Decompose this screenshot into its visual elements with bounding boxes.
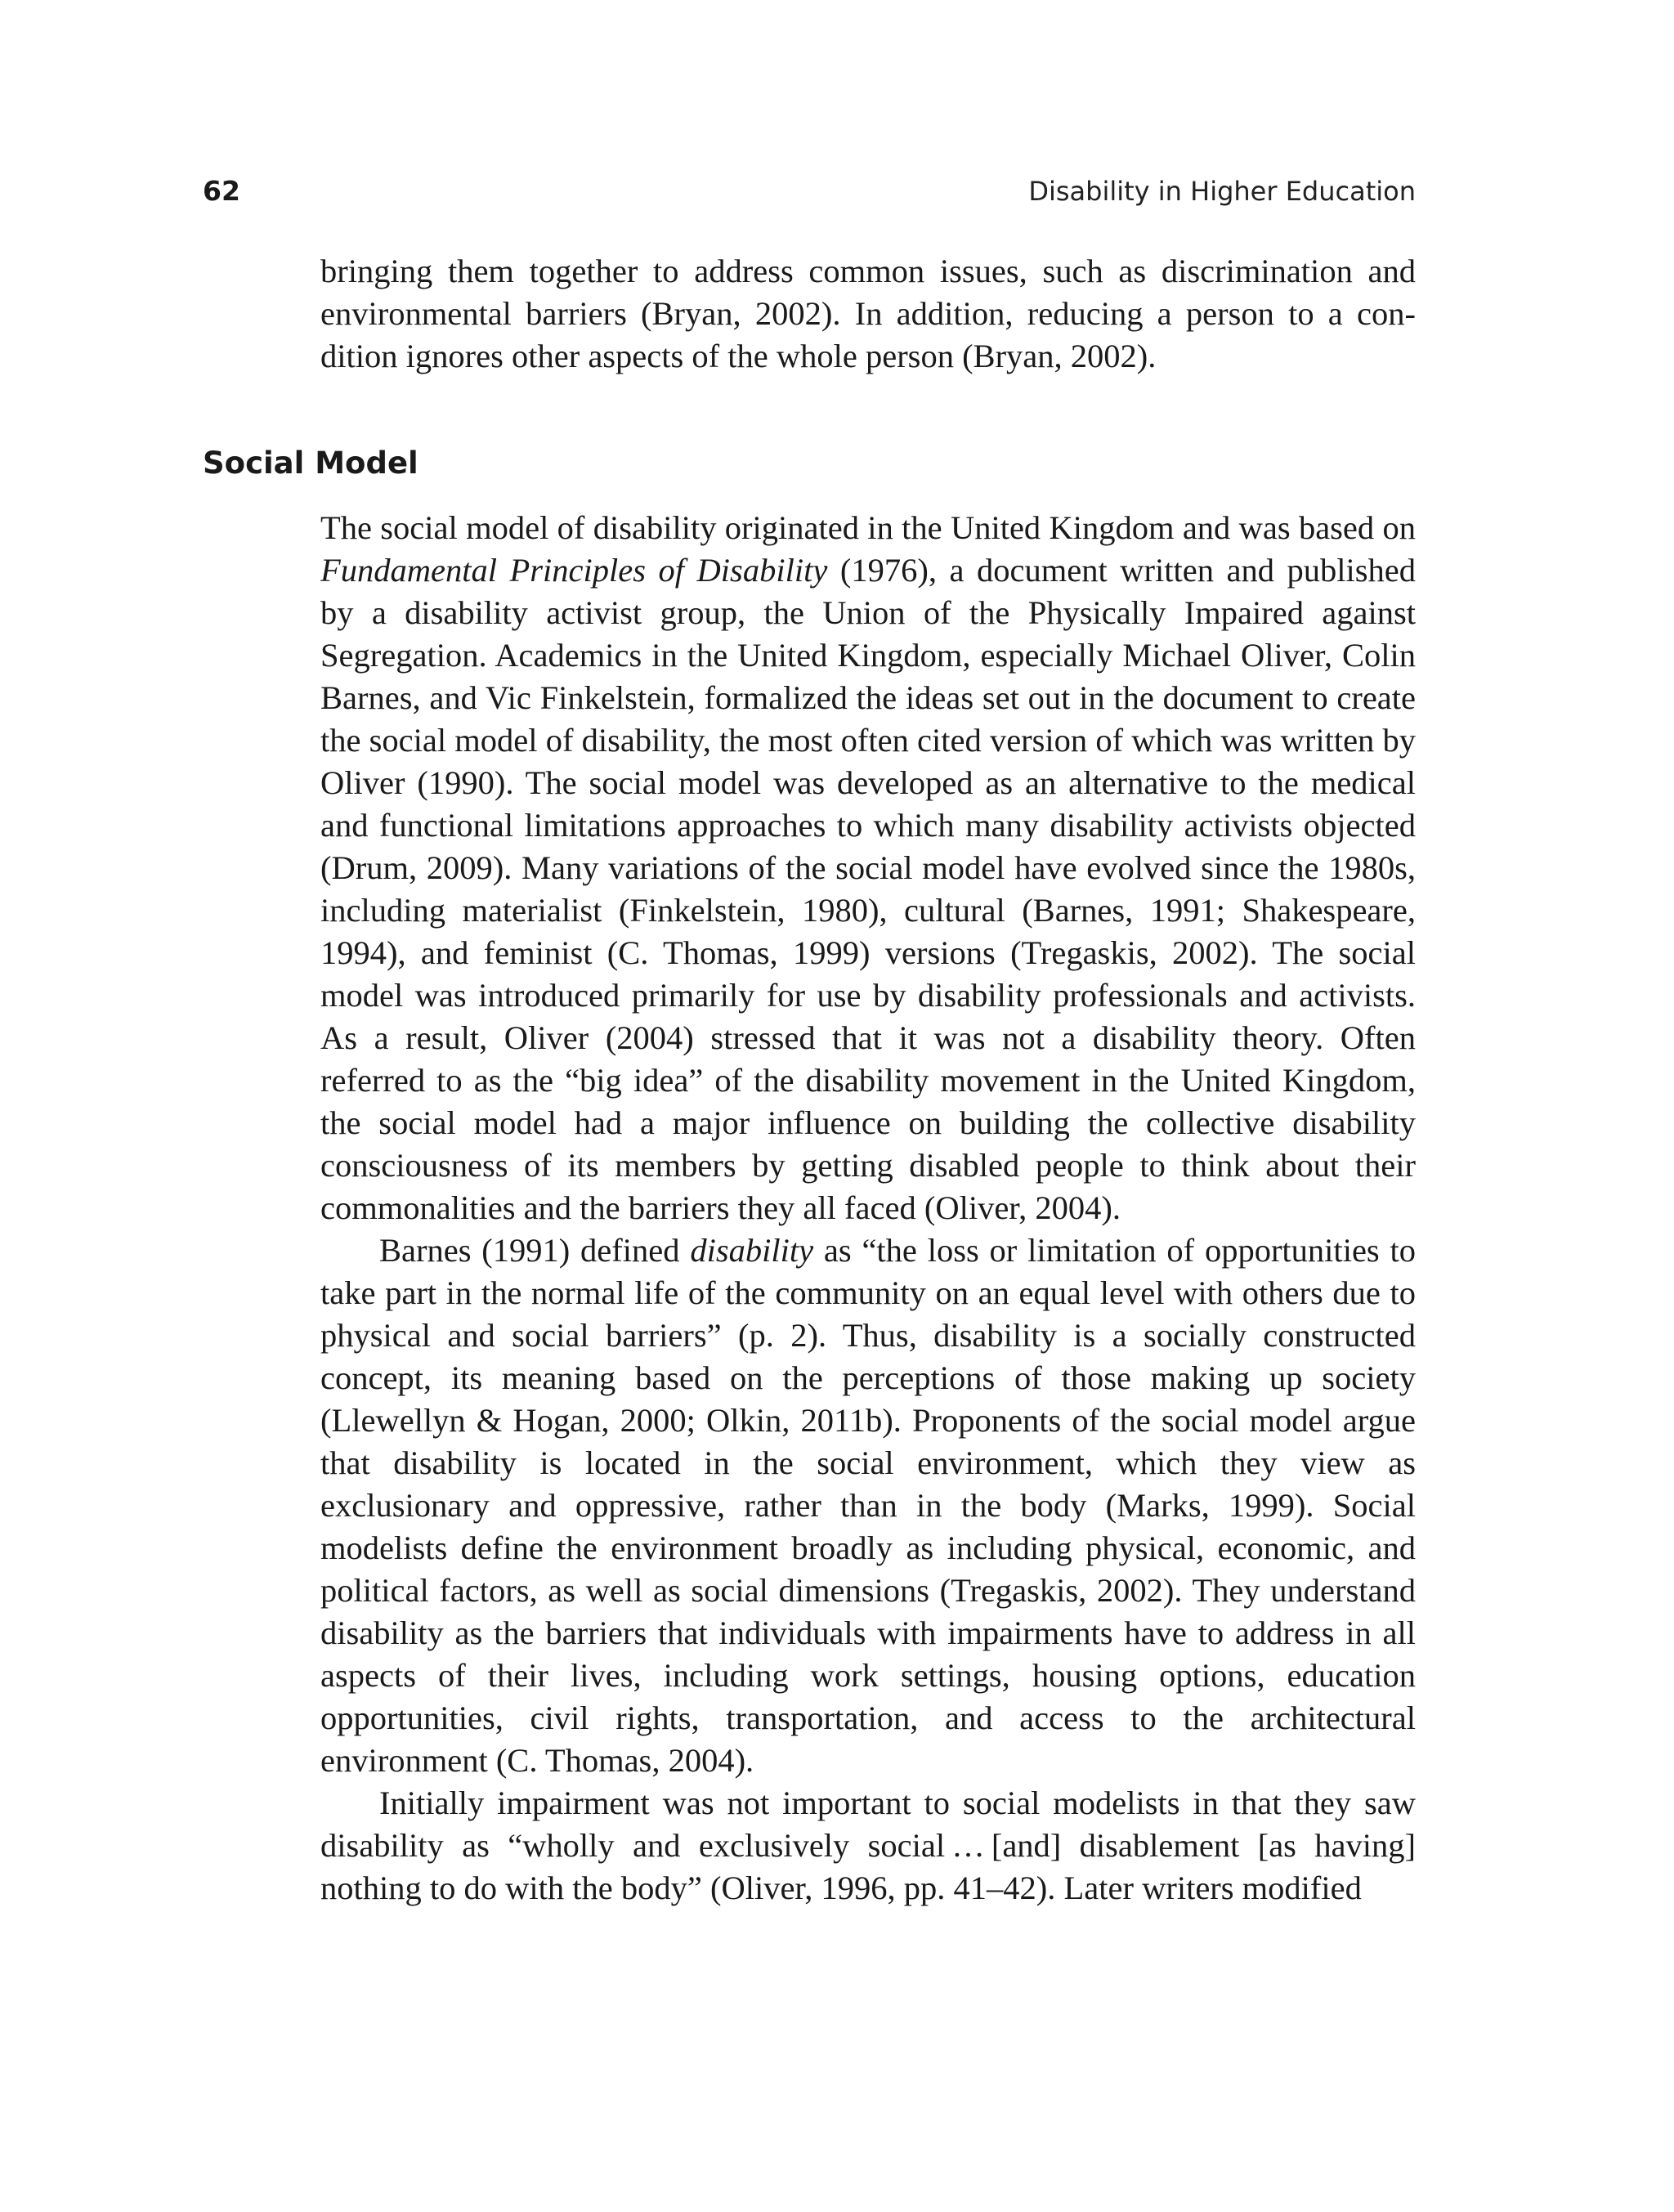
paragraph-1-part-2: (1976), a document written and published by a disability activist group, the Union of the Physically Impaired against Segregation. Academics in the United Kingdom, especially Michael Oliver, Colin Barnes, and Vic Finkelstein, formalized the ideas set out in the document to create the social model of disability, the most often cited version of which was written by Oliver (1990). The social model was developed as an alternative to the medical and functional limitations approaches to which many disability activists objected (Drum, 2009). Many variations of the social model have evolved since the 1980s, including materialist (Finkelstein, 1980), cultural (Barnes, 1991; Shakespeare, 1994), and feminist (C. Thomas, 1999) versions (Tregaskis, 2002). The social model was introduced primarily for use by disability professionals and activists. As a result, Oliver (2004) stressed that it was not a disability theory. Often referred to as the “big idea” of the disability movement in the United Kingdom, the social model had a major influence on building the collective disability consciousness of its members by getting disabled people to think about their commonalities and the barriers they all faced (Oliver, 2004). (320, 552, 1417, 1226)
running-title: Disability in Higher Education (1028, 176, 1416, 207)
term-italic: disability (690, 1232, 814, 1269)
paragraph-1-part-1: The social model of disability originated in the United Kingdom and was based on (320, 509, 1416, 546)
section-body (320, 507, 1416, 1910)
paragraph-2-part-2: as “the loss or limitation of opportunities to take part in the normal life of the community on an equal level with others due to physical and social barriers” (p. 2). Thus, disability is a socially constructed concept, its meaning based on the perceptions of those making up society (Llewellyn & Hogan, 2000; Olkin, 2011b). Proponents of the social model argue that disability is located in the social environment, which they view as exclusionary and oppressive, rather than in the body (Marks, 1999). Social modelists define the environment broadly as including physical, economic, and political factors, as well as social dimensions (Tregaskis, 2002). They understand disability as the barriers that individuals with impairments have to address in all aspects of their lives, including work settings, housing options, education opportunities, civil rights, transportation, and access to the architectural environment (C. Thomas, 2004). (320, 1232, 1416, 1779)
continued-text-block (320, 250, 1416, 378)
document-title-italic: Fundamental Principles of Disability (320, 552, 828, 589)
paragraph-1 (320, 507, 1416, 1229)
paragraph-2 (320, 1229, 1416, 1782)
page-number: 62 (203, 175, 240, 207)
section-heading: Social Model (203, 446, 418, 481)
continued-paragraph: bringing them together to address common issues, such as discrimination and environmental barriers (Bryan, 2002). In addition, reducing a person to a condition ignores other aspects of the whole person (Bryan, 2002). (320, 253, 1416, 374)
paragraph-3: Initially impairment was not important to social modelists in that they saw disability as “wholly and exclusively social … [and] disablement [as having] nothing to do with the body” (Oliver, 1996, pp. 41–42). Later writers modified (320, 1784, 1416, 1906)
paragraph-2-part-1: Barnes (1991) defined (379, 1232, 691, 1269)
